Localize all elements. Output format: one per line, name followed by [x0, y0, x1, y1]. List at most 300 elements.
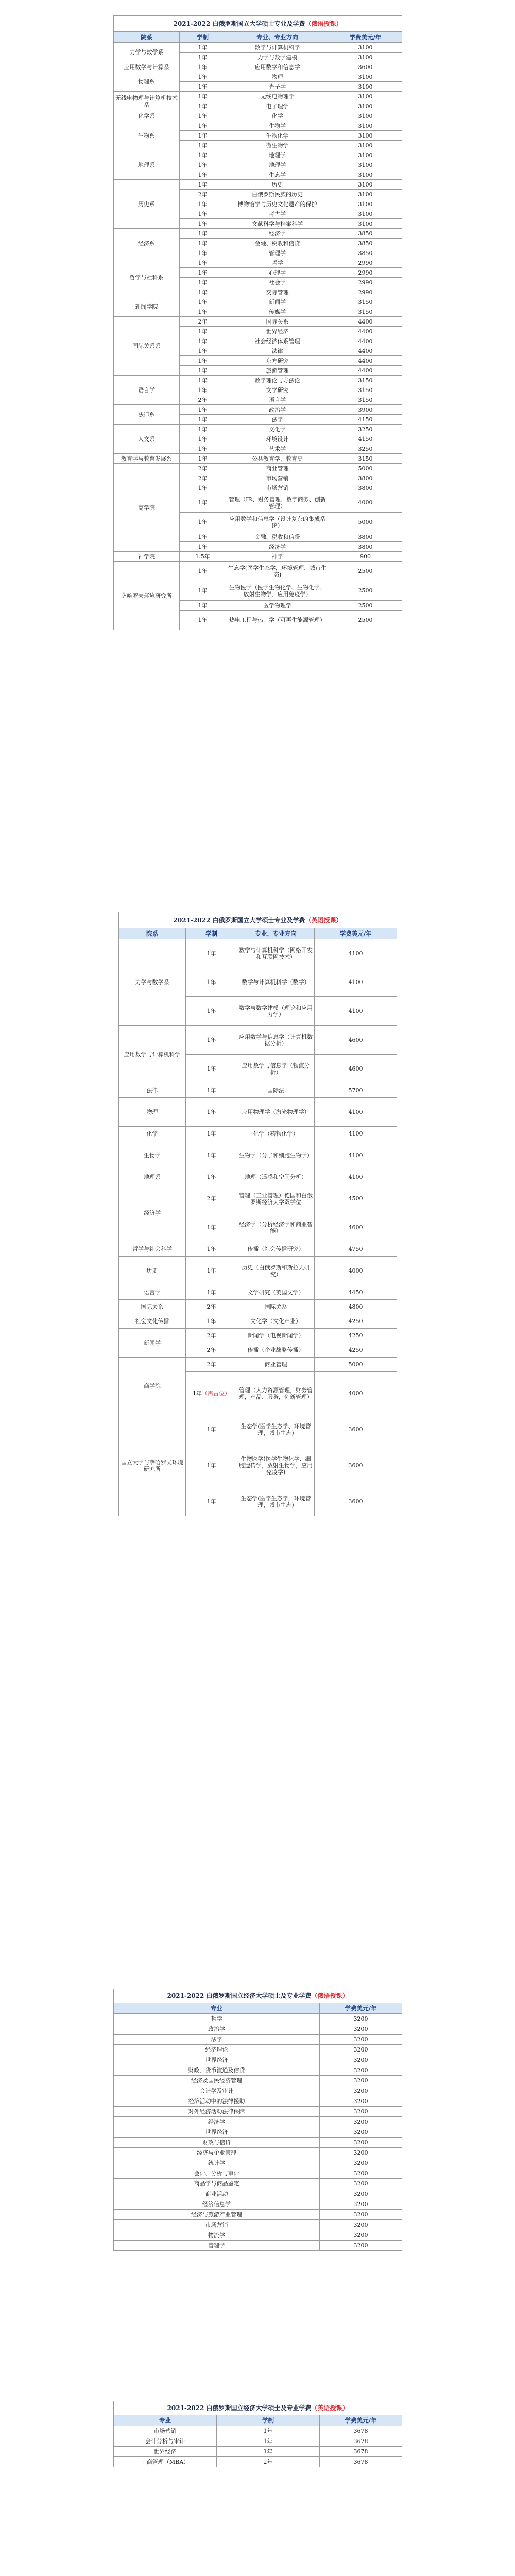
table-row — [119, 1026, 397, 1055]
table-row — [114, 2199, 402, 2210]
major-cell: 艺术学 — [226, 444, 329, 454]
dept-cell: 力学与数学系 — [114, 43, 180, 62]
duration-cell: 1年 — [180, 444, 226, 454]
table-row — [114, 464, 402, 473]
fee-cell: 3200 — [320, 2076, 402, 2086]
fee-cell: 3100 — [329, 141, 402, 150]
duration-cell: 1年 — [180, 287, 226, 297]
duration-cell: 2年 — [180, 190, 226, 199]
dept-cell: 商学院 — [119, 1358, 186, 1415]
fee-cell: 2990 — [329, 278, 402, 287]
major-cell: 环境设计 — [226, 434, 329, 444]
major-cell: 无线电物理学 — [226, 92, 329, 101]
fee-cell: 4400 — [329, 336, 402, 346]
fee-cell: 3200 — [320, 2189, 402, 2199]
major-cell: 东方研究 — [226, 356, 329, 366]
fee-cell: 2500 — [329, 611, 402, 630]
fee-cell: 2990 — [329, 287, 402, 297]
table-row — [114, 180, 402, 190]
major-cell: 生态学(医学生态学、环境管理，城市生态) — [237, 1415, 315, 1444]
duration-cell: 1年 — [180, 160, 226, 170]
fee-cell: 4250 — [315, 1343, 397, 1358]
fee-cell: 3100 — [329, 180, 402, 190]
duration-cell: 1年 — [180, 405, 226, 415]
dept-cell: 物理系 — [114, 72, 180, 92]
duration-cell: 1年 — [180, 92, 226, 101]
table-row — [114, 2426, 402, 2436]
duration-cell: 2年 — [186, 1358, 237, 1372]
table-row — [119, 1314, 397, 1329]
table3 — [113, 1989, 402, 2251]
duration-cell: 1年 — [180, 493, 226, 513]
major-cell: 考古学 — [226, 209, 329, 219]
duration-cell: 1年 — [180, 356, 226, 366]
fee-cell: 2990 — [329, 258, 402, 268]
major-cell: 工商管理（MBA） — [114, 2457, 217, 2467]
duration-cell: 1年 — [186, 1098, 237, 1127]
dept-cell: 人文系 — [114, 425, 180, 454]
major-cell: 力学与数学建模 — [226, 53, 329, 62]
major-cell: 文化学 — [226, 425, 329, 434]
major-cell: 生态学(医学生态学，环境管理、城市生态) — [226, 562, 329, 581]
fee-cell: 4100 — [315, 968, 397, 997]
fee-cell: 3100 — [329, 170, 402, 180]
table-row — [114, 229, 402, 239]
fee-cell: 3678 — [320, 2447, 402, 2457]
fee-cell: 3200 — [320, 2035, 402, 2045]
duration-cell: 1年 — [186, 1141, 237, 1170]
table-row — [114, 2014, 402, 2024]
duration-cell: 1年 — [180, 121, 226, 131]
fee-cell: 4000 — [329, 493, 402, 513]
fee-cell: 3100 — [329, 82, 402, 92]
fee-cell: 4250 — [315, 1314, 397, 1329]
table4-header-duration: 学制 — [217, 2415, 320, 2426]
duration-cell: 1年 — [217, 2436, 320, 2447]
dept-cell: 神学院 — [114, 552, 180, 562]
duration-cell: 1年 — [180, 513, 226, 532]
major-cell: 财政、货币流通及信贷 — [114, 2065, 320, 2076]
table-row — [114, 2096, 402, 2107]
table-row — [119, 1141, 397, 1170]
duration-cell: 1年 — [186, 1127, 237, 1141]
table-row — [114, 150, 402, 160]
duration-cell: 1年 — [180, 111, 226, 121]
duration-cell: 1年 — [180, 366, 226, 376]
table-row — [114, 92, 402, 101]
fee-cell: 4250 — [315, 1329, 397, 1343]
duration-cell: 1年 — [180, 82, 226, 92]
fee-cell: 3850 — [329, 239, 402, 248]
fee-cell: 3200 — [320, 2065, 402, 2076]
duration-cell: 1年 — [180, 425, 226, 434]
major-cell: 新闻学（电视新闻学） — [237, 1329, 315, 1343]
duration-cell: 1年 — [180, 542, 226, 552]
major-cell: 世界经济 — [226, 327, 329, 336]
fee-cell: 4600 — [315, 1213, 397, 1242]
major-cell: 文学研究（英国文学） — [237, 1285, 315, 1300]
table-row — [119, 1242, 397, 1257]
table3-title-note: （俄语授课） — [311, 1992, 349, 1999]
duration-cell: 1年 — [180, 346, 226, 356]
dept-cell: 应用数学与计算系 — [114, 62, 180, 72]
major-cell: 管理（IR、财务管理、数字商务、创新管理） — [226, 493, 329, 513]
fee-cell: 5700 — [315, 1083, 397, 1098]
table-row — [114, 2158, 402, 2168]
duration-cell: 1年 — [180, 376, 226, 385]
fee-cell: 3200 — [320, 2014, 402, 2024]
table1-header-major: 专业、专业方向 — [226, 32, 329, 43]
fee-cell: 4400 — [329, 317, 402, 327]
table-row — [119, 1170, 397, 1184]
table1-title: 2021-2022 白俄罗斯国立大学硕士专业及学费（俄语授课） — [114, 16, 402, 32]
table-row — [114, 2241, 402, 2251]
table-row — [114, 2230, 402, 2241]
table2-header-fee: 学费美元/年 — [315, 928, 397, 939]
fee-cell: 3150 — [329, 376, 402, 385]
fee-cell: 3600 — [315, 1415, 397, 1444]
dept-cell: 经济学 — [119, 1184, 186, 1242]
fee-cell: 3200 — [320, 2045, 402, 2055]
major-cell: 电子理学 — [226, 101, 329, 111]
major-cell: 生物学 — [226, 121, 329, 131]
duration-cell: 2年 — [180, 473, 226, 483]
major-cell: 公共教育学、教育史 — [226, 454, 329, 464]
duration-cell: 1年 — [180, 297, 226, 307]
fee-cell: 3600 — [315, 1444, 397, 1487]
duration-cell: 1年 — [180, 229, 226, 239]
fee-cell: 3800 — [329, 483, 402, 493]
fee-cell: 3200 — [320, 2241, 402, 2251]
major-cell: 商业管理 — [237, 1358, 315, 1372]
fee-cell: 3100 — [329, 131, 402, 141]
table-row — [119, 1415, 397, 1444]
fee-cell: 3100 — [329, 92, 402, 101]
fee-cell: 3200 — [320, 2168, 402, 2179]
table-row — [114, 2189, 402, 2199]
fee-cell: 3800 — [329, 542, 402, 552]
dept-cell: 新闻学院 — [114, 297, 180, 317]
duration-cell: 1年 — [186, 1314, 237, 1329]
major-cell: 经济信息学 — [114, 2199, 320, 2210]
duration-cell: 1年 — [180, 43, 226, 53]
fee-cell: 900 — [329, 552, 402, 562]
major-cell: 世界经济 — [114, 2055, 320, 2065]
dept-cell: 法律系 — [114, 405, 180, 425]
major-cell: 医学物理学 — [226, 601, 329, 611]
major-cell: 光子学 — [226, 82, 329, 92]
major-cell: 地理学 — [226, 150, 329, 160]
table-row — [114, 2107, 402, 2117]
duration-cell: 1年 — [180, 199, 226, 209]
table-row — [114, 2076, 402, 2086]
table-row — [114, 2457, 402, 2467]
major-cell: 社会经济体系管理 — [226, 336, 329, 346]
fee-cell: 3800 — [329, 473, 402, 483]
major-cell: 社会学 — [226, 278, 329, 287]
dept-cell: 萨哈罗夫环境研究所 — [114, 562, 180, 630]
dept-cell: 语言学 — [119, 1285, 186, 1300]
duration-cell: 1年 — [180, 209, 226, 219]
duration-cell: 1年 — [180, 180, 226, 190]
duration-cell: 1年 — [186, 997, 237, 1026]
major-cell: 管理学 — [114, 2241, 320, 2251]
major-cell: 政治学 — [114, 2024, 320, 2035]
major-cell: 应用数学和信息学（设计复杂的集成系统） — [226, 513, 329, 532]
table-row — [119, 1285, 397, 1300]
fee-cell: 3100 — [329, 53, 402, 62]
major-cell: 统计学 — [114, 2158, 320, 2168]
table-row — [114, 2127, 402, 2138]
table-row — [114, 376, 402, 385]
table2-body — [119, 939, 397, 1516]
table1-header-dept: 院系 — [114, 32, 180, 43]
major-cell: 热电工程与热工学（可再生能源管理） — [226, 611, 329, 630]
duration-cell: 1年 — [186, 1444, 237, 1487]
dept-cell: 化学系 — [114, 111, 180, 121]
major-cell: 新闻学 — [226, 297, 329, 307]
dept-cell: 历史 — [119, 1257, 186, 1285]
table2-title: 2021-2022 白俄罗斯国立大学硕士专业及学费（英语授课） — [119, 912, 397, 928]
fee-cell: 3100 — [329, 160, 402, 170]
fee-cell: 3200 — [320, 2055, 402, 2065]
duration-cell: 1年 — [180, 248, 226, 258]
duration-cell: 2年 — [186, 1300, 237, 1314]
fee-cell: 3250 — [329, 425, 402, 434]
fee-cell: 3200 — [320, 2127, 402, 2138]
table3-block — [113, 1989, 402, 2251]
table3-header-major: 专业 — [114, 2003, 320, 2014]
major-cell: 生态学 — [226, 170, 329, 180]
table-row — [114, 2117, 402, 2127]
table4-title: 2021-2022 白俄罗斯国立经济大学硕士及专业学费（英语授课） — [114, 2401, 402, 2415]
duration-note: （需古位） — [202, 1390, 230, 1397]
major-cell: 商业活动 — [114, 2189, 320, 2199]
fee-cell: 4000 — [315, 1372, 397, 1415]
major-cell: 文献科学与档案科学 — [226, 219, 329, 229]
duration-cell: 1年 — [180, 239, 226, 248]
fee-cell: 4600 — [315, 1055, 397, 1083]
table-row — [114, 425, 402, 434]
duration-cell: 1年 — [180, 53, 226, 62]
duration-cell: 2年 — [186, 1343, 237, 1358]
duration-cell: 1年 — [180, 62, 226, 72]
major-cell: 交际管理 — [226, 287, 329, 297]
major-cell: 语言学 — [226, 395, 329, 405]
fee-cell: 4400 — [329, 327, 402, 336]
major-cell: 旅游管理 — [226, 366, 329, 376]
major-cell: 管理（工业管理）德国和白俄罗斯经济大学双学位 — [237, 1184, 315, 1213]
fee-cell: 3200 — [320, 2096, 402, 2107]
dept-cell: 法律 — [119, 1083, 186, 1098]
fee-cell: 3150 — [329, 395, 402, 405]
major-cell: 金融、税收和信贷 — [226, 532, 329, 542]
major-cell: 地理学 — [226, 160, 329, 170]
table1-title-note: （俄语授课） — [305, 20, 342, 27]
fee-cell: 4500 — [315, 1184, 397, 1213]
table4-header-fee: 学费美元/年 — [320, 2415, 402, 2426]
fee-cell: 3100 — [329, 150, 402, 160]
major-cell: 历史 — [226, 180, 329, 190]
table-row — [114, 2138, 402, 2148]
duration-cell: 1年 — [180, 72, 226, 82]
duration-cell: 1年 — [186, 1083, 237, 1098]
fee-cell: 4100 — [315, 939, 397, 968]
fee-cell: 3200 — [320, 2210, 402, 2220]
major-cell: 会计学及审计 — [114, 2086, 320, 2096]
table4-block — [113, 2401, 402, 2467]
major-cell: 哲学 — [114, 2014, 320, 2024]
table-row — [114, 2045, 402, 2055]
fee-cell: 4450 — [315, 1285, 397, 1300]
table-row — [114, 62, 402, 72]
major-cell: 博物馆学与历史文化遗产的保护 — [226, 199, 329, 209]
major-cell: 心理学 — [226, 268, 329, 278]
major-cell: 世界经济 — [114, 2447, 217, 2457]
duration-cell: 1年 — [180, 150, 226, 160]
duration-cell: 1年 — [180, 385, 226, 395]
duration-cell: 2年 — [217, 2457, 320, 2467]
table-row — [114, 2179, 402, 2189]
table-row — [114, 2024, 402, 2035]
fee-cell: 3200 — [320, 2086, 402, 2096]
major-cell: 法学 — [226, 415, 329, 425]
dept-cell: 生物学 — [119, 1141, 186, 1170]
major-cell: 会计、分析与审计 — [114, 2168, 320, 2179]
duration-cell: 1年 — [186, 1055, 237, 1083]
duration-cell: 1.5年 — [180, 552, 226, 562]
dept-cell: 化学 — [119, 1127, 186, 1141]
duration-cell: 1年 — [180, 454, 226, 464]
fee-cell: 3150 — [329, 297, 402, 307]
major-cell: 对外经济活动法律保障 — [114, 2107, 320, 2117]
major-cell: 政治学 — [226, 405, 329, 415]
table-row — [114, 2086, 402, 2096]
dept-cell: 商学院 — [114, 464, 180, 552]
table2 — [118, 912, 397, 1516]
duration-cell: 2年 — [186, 1184, 237, 1213]
major-cell: 文化学（文化产业） — [237, 1314, 315, 1329]
duration-cell: 1年 — [180, 562, 226, 581]
table4 — [113, 2401, 402, 2467]
fee-cell: 5000 — [329, 513, 402, 532]
table2-header-duration: 学制 — [186, 928, 237, 939]
major-cell: 文学研究 — [226, 385, 329, 395]
table2-title-note: （英语授课） — [305, 916, 342, 924]
fee-cell: 4100 — [315, 1141, 397, 1170]
dept-cell: 哲学与社科系 — [114, 258, 180, 297]
duration-cell: 1年 — [180, 268, 226, 278]
table-row — [119, 1083, 397, 1098]
table-row — [114, 454, 402, 464]
fee-cell: 3200 — [320, 2230, 402, 2241]
duration-cell: 1年 — [180, 307, 226, 317]
fee-cell: 4600 — [315, 1026, 397, 1055]
duration-cell: 1年 — [180, 336, 226, 346]
major-cell: 历史（白俄罗斯和斯拉夫研究） — [237, 1257, 315, 1285]
fee-cell: 3100 — [329, 43, 402, 53]
dept-cell: 国际关系 — [119, 1300, 186, 1314]
fee-cell: 3150 — [329, 307, 402, 317]
fee-cell: 3100 — [329, 219, 402, 229]
major-cell: 经济及国民经济管理 — [114, 2076, 320, 2086]
major-cell: 传媒学 — [226, 307, 329, 317]
fee-cell: 3100 — [329, 199, 402, 209]
fee-cell: 3150 — [329, 454, 402, 464]
major-cell: 国际关系 — [226, 317, 329, 327]
fee-cell: 3600 — [329, 62, 402, 72]
dept-cell: 生物系 — [114, 121, 180, 150]
fee-cell: 2500 — [329, 562, 402, 581]
dept-cell: 国立大学与萨哈罗夫环境研究所 — [119, 1415, 186, 1516]
fee-cell: 2500 — [329, 601, 402, 611]
fee-cell: 3100 — [329, 101, 402, 111]
major-cell: 经济理论 — [114, 2045, 320, 2055]
fee-cell: 3200 — [320, 2158, 402, 2168]
fee-cell: 5000 — [315, 1358, 397, 1372]
major-cell: 市场营销 — [114, 2426, 217, 2436]
table-row — [114, 2447, 402, 2457]
fee-cell: 3200 — [320, 2024, 402, 2035]
duration-cell: 1年 — [186, 1242, 237, 1257]
table-row — [114, 111, 402, 121]
duration-cell: 1年 — [180, 170, 226, 180]
major-cell: 物理 — [226, 72, 329, 82]
fee-cell: 3678 — [320, 2436, 402, 2447]
table-row — [114, 317, 402, 327]
table-row — [114, 2220, 402, 2230]
duration-cell: 1年 — [186, 1415, 237, 1444]
duration-cell: 1年 — [180, 611, 226, 630]
fee-cell: 3200 — [320, 2107, 402, 2117]
fee-cell: 3100 — [329, 72, 402, 82]
fee-cell: 4150 — [329, 434, 402, 444]
dept-cell: 无线电物理与计算机技术系 — [114, 92, 180, 111]
table1-header-fee: 学费美元/年 — [329, 32, 402, 43]
table-row — [114, 552, 402, 562]
major-cell: 白俄罗斯民族的历史 — [226, 190, 329, 199]
duration-cell: 1年 — [180, 258, 226, 268]
dept-cell: 社会文化传播 — [119, 1314, 186, 1329]
major-cell: 化学（药物化学） — [237, 1127, 315, 1141]
fee-cell: 3200 — [320, 2117, 402, 2127]
table-row — [114, 121, 402, 131]
major-cell: 物流学 — [114, 2230, 320, 2241]
major-cell: 市场营销 — [114, 2220, 320, 2230]
duration-cell: 1年 — [180, 415, 226, 425]
duration-cell: 1年 — [186, 1213, 237, 1242]
fee-cell: 4100 — [315, 1127, 397, 1141]
duration-cell: 1年 — [217, 2426, 320, 2436]
duration-cell: 1年 — [180, 327, 226, 336]
dept-cell: 国际关系系 — [114, 317, 180, 376]
table-row — [119, 1184, 397, 1213]
major-cell: 数学与计算机科学（网络开发和互联网技术） — [237, 939, 315, 968]
table-row — [119, 1098, 397, 1127]
duration-cell: 1年 — [186, 1257, 237, 1285]
fee-cell: 3850 — [329, 248, 402, 258]
fee-cell: 4800 — [315, 1300, 397, 1314]
dept-cell: 教育学与教育发展系 — [114, 454, 180, 464]
fee-cell: 3250 — [329, 444, 402, 454]
duration-cell: 1年 — [180, 532, 226, 542]
table-row — [119, 1358, 397, 1372]
fee-cell: 4750 — [315, 1242, 397, 1257]
table-row — [114, 2210, 402, 2220]
table3-header-fee: 学费美元/年 — [320, 2003, 402, 2014]
table-row — [114, 258, 402, 268]
major-cell: 经济与旅游产业管理 — [114, 2210, 320, 2220]
